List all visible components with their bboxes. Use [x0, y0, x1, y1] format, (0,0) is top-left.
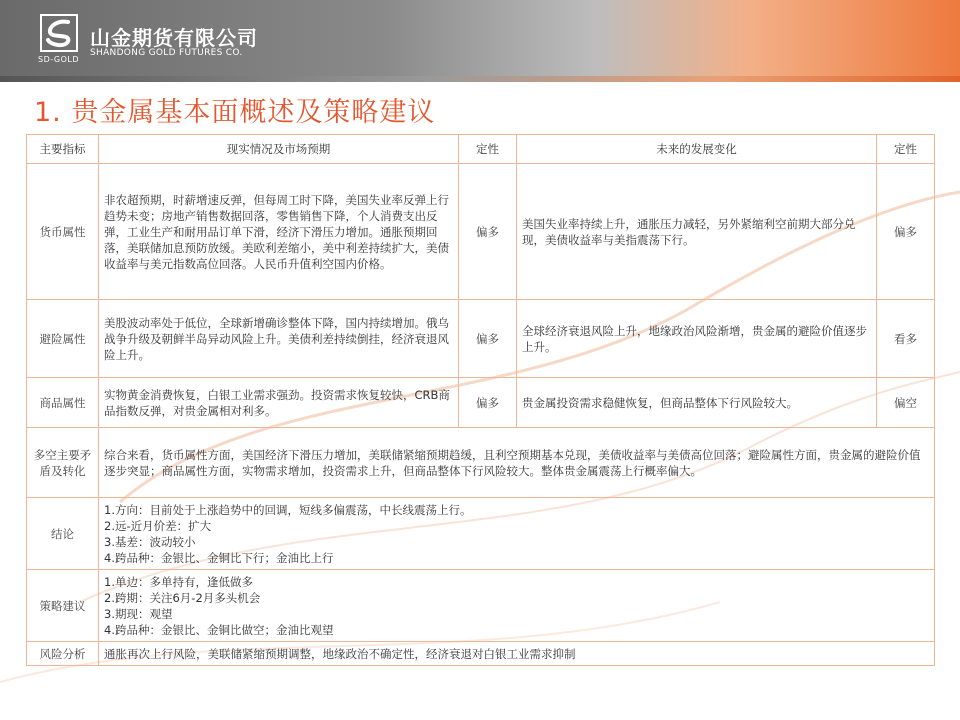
- strategy-line: 4.跨品种：金银比、金铜比做空；金油比观望: [104, 622, 334, 637]
- row-future: 贵金属投资需求稳健恢复，但商品整体下行风险较大。: [517, 378, 877, 428]
- table-row: [27, 164, 935, 300]
- row-future-rating: 偏空: [877, 378, 935, 428]
- risk-row: [27, 642, 935, 666]
- summary-row: [27, 428, 935, 498]
- row-future-rating: 看多: [877, 300, 935, 378]
- row-future: 全球经济衰退风险上升，地缘政治风险渐增，贵金属的避险价值逐步上升。: [517, 300, 877, 378]
- row-current-rating: 偏多: [459, 300, 517, 378]
- table-row: [27, 378, 935, 428]
- strategy-line: 1.单边：多单持有，逢低做多: [104, 574, 253, 589]
- header-current-rating: 定性: [459, 135, 517, 164]
- conclusion-line: 4.跨品种：金银比、金铜比下行；金油比上行: [104, 550, 334, 565]
- page-title: 1. 贵金属基本面概述及策略建议: [34, 97, 436, 128]
- header-stripe: [0, 76, 960, 82]
- conclusion-line: 3.基差：波动较小: [104, 534, 196, 549]
- risk-label: 风险分析: [27, 642, 99, 666]
- sd-gold-logo-icon: [40, 14, 78, 52]
- row-current-rating: 偏多: [459, 164, 517, 300]
- company-name-cn: 山金期货有限公司: [90, 26, 258, 50]
- risk-text: 通胀再次上行风险，美联储紧缩预期调整，地缘政治不确定性，经济衰退对白银工业需求抑制: [99, 642, 935, 666]
- strategy-content: [99, 570, 935, 642]
- conclusion-line: 1.方向：目前处于上涨趋势中的回调，短线多偏震荡，中长线震荡上行。: [104, 502, 472, 517]
- conclusion-content: [99, 498, 935, 570]
- logo-subtext: SD-GOLD: [38, 55, 80, 64]
- strategy-line: 3.期现：观望: [104, 606, 173, 621]
- fundamentals-table: [26, 134, 935, 666]
- strategy-line: 2.跨期：关注6月-2月多头机会: [104, 590, 261, 605]
- row-current: 实物黄金消费恢复，白银工业需求强劲。投资需求恢复较快，CRB商品指数反弹，对贵金属相对利多。: [99, 378, 459, 428]
- row-future: 美国失业率持续上升，通胀压力减轻，另外紧缩利空前期大部分兑现，美债收益率与美指震荡下行。: [517, 164, 877, 300]
- conclusion-label: 结论: [27, 498, 99, 570]
- row-indicator: 货币属性: [27, 164, 99, 300]
- summary-label: 多空主要矛盾及转化: [27, 428, 99, 498]
- row-indicator: 商品属性: [27, 378, 99, 428]
- row-current: 非农超预期，时薪增速反弹，但每周工时下降，美国失业率反弹上行趋势未变；房地产销售数据回落，零售销售下降，个人消费支出反弹，工业生产和耐用品订单下滑，经济下滑压力增加。通胀预期回落，美联储加息预防放缓。美欧利差缩小，美中利差持续扩大，美债收益率与美元指数高位回落。人民币升值利空国内价格。: [99, 164, 459, 300]
- table-row: [27, 300, 935, 378]
- strategy-row: [27, 570, 935, 642]
- header-future-rating: 定性: [877, 135, 935, 164]
- row-current: 美股波动率处于低位，全球新增确诊整体下降，国内持续增加。俄乌战争升级及朝鲜半岛异动风险上升。美债利差持续倒挂，经济衰退风险上升。: [99, 300, 459, 378]
- row-indicator: 避险属性: [27, 300, 99, 378]
- row-current-rating: 偏多: [459, 378, 517, 428]
- header-future: 未来的发展变化: [517, 135, 877, 164]
- row-future-rating: 偏多: [877, 164, 935, 300]
- header-indicator: 主要指标: [27, 135, 99, 164]
- header-banner: [0, 0, 960, 82]
- table-header-row: [27, 135, 935, 164]
- conclusion-row: [27, 498, 935, 570]
- conclusion-line: 2.远-近月价差：扩大: [104, 518, 212, 533]
- company-name-en: SHANDONG GOLD FUTURES CO.: [90, 48, 243, 58]
- strategy-label: 策略建议: [27, 570, 99, 642]
- summary-text: 综合来看，货币属性方面，美国经济下滑压力增加，美联储紧缩预期趋缓，且利空预期基本兑现，美债收益率与美债高位回落；避险属性方面，贵金属的避险价值逐步突显；商品属性方面，实物需求增加，投资需求上升，但商品整体下行风险较大。整体贵金属震荡上行概率偏大。: [99, 428, 935, 498]
- header-current: 现实情况及市场预期: [99, 135, 459, 164]
